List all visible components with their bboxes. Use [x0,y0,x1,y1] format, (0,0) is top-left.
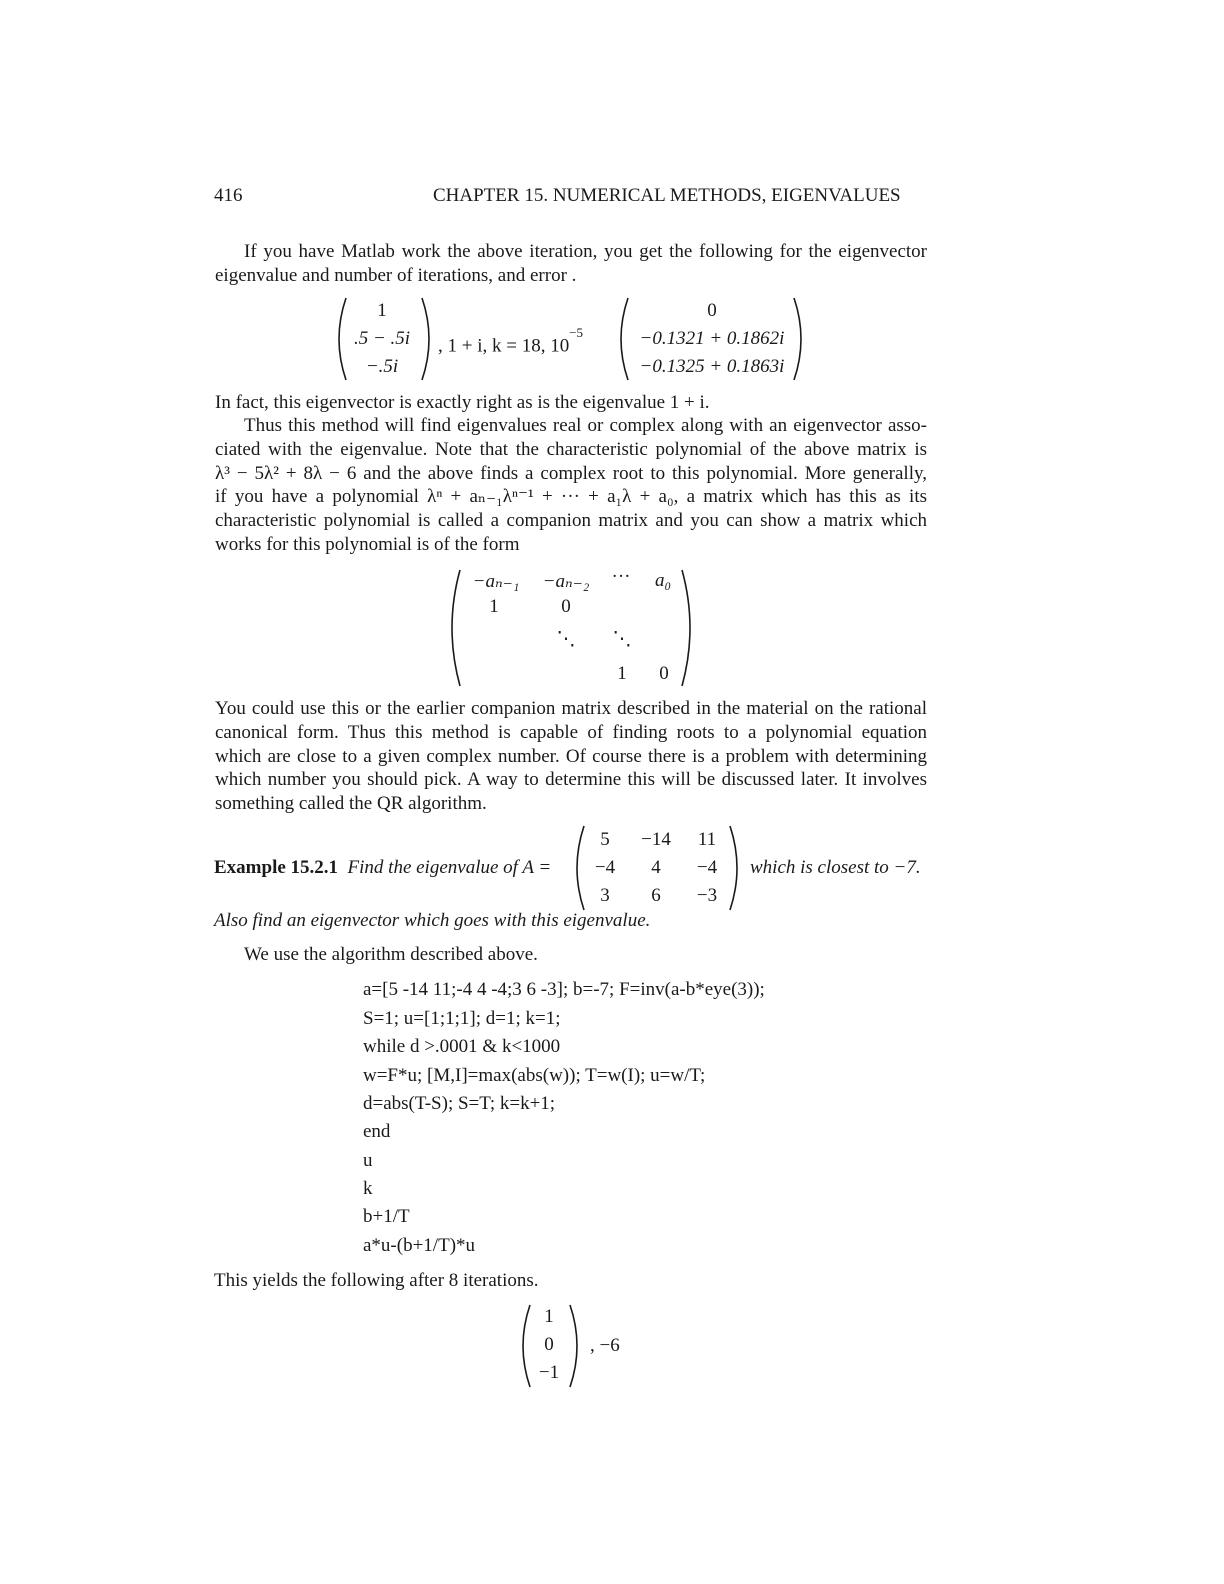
text-line: works for this polynomial is of the form [215,533,520,555]
text-line: eigenvalue and number of iterations, and error . [215,264,577,286]
text-line: You could use this or the earlier companion matrix described in the material on the rational [215,698,927,719]
text-line: which are close to a given complex number. Of course there is a problem with determining [215,745,927,767]
matrix-entry: ··· [611,566,631,587]
left-paren-icon [444,568,464,688]
right-paren-icon [678,568,698,688]
right-paren-icon [790,296,810,382]
example-line2 [214,909,650,933]
vector-entry: −.5i [365,356,399,377]
example-label: Example 15.2.1 [214,857,339,878]
example-statement [214,856,551,880]
left-paren-icon [330,296,350,382]
text-line: something called the QR algorithm. [215,793,487,815]
vector-entry: −1 [538,1362,560,1383]
matrix-entry: −14 [641,829,671,850]
text-line: λ³ − 5λ² + 8λ − 6 and the above finds a complex root to this polynomial. More generally, [215,462,927,484]
paragraph-intro [215,240,927,288]
eigenvalue-result: , −6 [590,1335,620,1356]
matrix-entry: 0 [561,596,571,617]
vector-entry: 1 [544,1306,554,1327]
code-line: b+1/T [363,1206,410,1227]
example-prompt: Find the eigenvalue of A = [347,857,552,878]
text-line: ciated with the eigenvalue. Note that the characteristic polynomial of the above matrix is [215,438,927,460]
right-paren-icon [418,296,438,382]
vector-entry: 0 [544,1334,554,1355]
matrix-entry: a₀ [654,570,672,591]
code-line: S=1; u=[1;1;1]; d=1; k=1; [363,1008,561,1029]
matrix-entry: 1 [489,596,499,617]
matrix-entry: 6 [651,885,661,906]
matrix-entry: 5 [600,829,610,850]
error-entry: −0.1325 + 0.1863i [639,356,785,377]
matrix-entry: 11 [697,829,717,850]
matrix-entry: ⋱ [556,629,576,650]
matrix-entry: −4 [594,857,616,878]
text-line: characteristic polynomial is called a companion matrix and you can show a matrix which [215,510,927,532]
left-paren-icon [514,1303,534,1389]
text-line: which number you should pick. A way to determine this will be discussed later. It involves [215,769,927,791]
matrix-entry: 4 [651,857,661,878]
error-entry: −0.1321 + 0.1862i [639,328,785,349]
text-line: If you have Matlab work the above iteration, you get the following for the eigenvector [244,241,927,262]
right-paren-icon [726,824,746,912]
paragraph-method [215,414,927,557]
code-line: while d >.0001 & k<1000 [363,1036,561,1057]
matrix-entry: 1 [617,663,627,684]
code-line: u [363,1150,373,1171]
example-line2-text: Also find an eigenvector which goes with this eigenvalue. [214,910,651,931]
paragraph-companion [215,697,927,816]
eigenvalue-iterations [438,325,584,358]
right-paren-icon [566,1303,586,1389]
paragraph-algorithm: We use the algorithm described above. [244,944,538,965]
text-line: In fact, this eigenvector is exactly right as is the eigenvalue 1 + i. [215,392,710,413]
vector-entry: 1 [377,300,387,321]
left-paren-icon [568,824,588,912]
matrix-entry: −aₙ₋₁ [472,571,520,592]
paragraph-yields: This yields the following after 8 iterations. [214,1270,539,1291]
matrix-entry: 3 [600,885,610,906]
matrix-entry: 0 [659,663,669,684]
running-title: CHAPTER 15. NUMERICAL METHODS, EIGENVALUES [433,185,901,206]
matrix-entry: ⋱ [612,629,632,650]
error-entry: 0 [707,300,717,321]
text-line: Thus this method will find eigenvalues real or complex along with an eigenvector asso- [244,415,927,436]
text-line: if you have a polynomial λⁿ + aₙ₋₁λⁿ⁻¹ + ··· + a₁λ + a₀, a matrix which has this as its [215,486,927,508]
code-line: d=abs(T-S); S=T; k=k+1; [363,1093,556,1114]
text-line: canonical form. Thus this method is capable of finding roots to a polynomial equation [215,721,927,743]
vector-entry: .5 − .5i [353,328,411,349]
matrix-entry: −aₙ₋₂ [542,571,590,592]
code-line: k [363,1178,373,1199]
example-closest [750,856,921,880]
code-line: a=[5 -14 11;-4 4 -4;3 6 -3]; b=-7; F=inv(a-b*eye(3)); [363,979,765,1000]
page-number: 416 [214,185,243,206]
matrix-entry: −4 [696,857,718,878]
code-line: a*u-(b+1/T)*u [363,1235,476,1256]
matrix-entry: −3 [696,885,718,906]
example-closest-text: which is closest to −7. [750,857,921,878]
left-paren-icon [612,296,632,382]
code-line: w=F*u; [M,I]=max(abs(w)); T=w(I); u=w/T; [363,1065,706,1086]
error-exponent: −5 [569,325,584,340]
code-line: end [363,1121,391,1142]
eigenvalue-text: , 1 + i, k = 18, 10 [438,335,570,357]
paragraph-fact [215,391,927,415]
